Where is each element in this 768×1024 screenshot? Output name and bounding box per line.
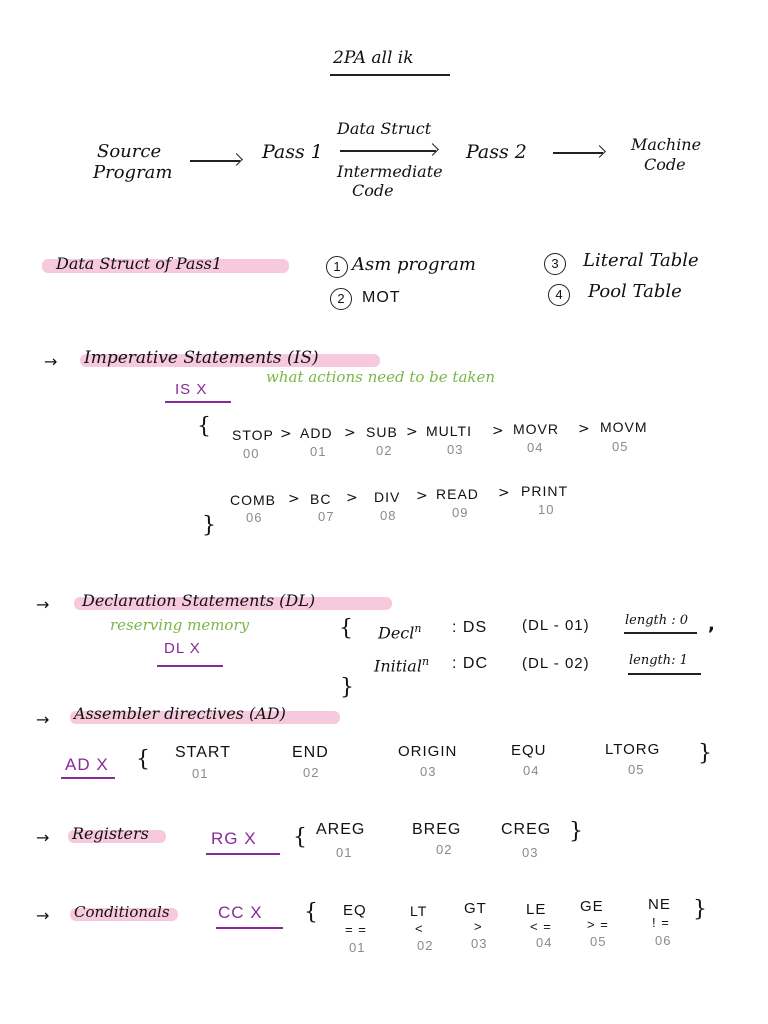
initial-code: (DL - 02) [522,655,590,672]
assembler-close-brace: } [698,741,712,766]
is-bc-code: 07 [318,509,335,524]
is-multi: MULTI [426,423,472,439]
ad-equ-code: 04 [523,763,540,778]
is-div: DIV [374,489,401,505]
rg-areg: AREG [316,821,366,838]
rg-areg-code: 01 [336,845,353,860]
is-stop: STOP [232,427,274,443]
ad-origin: ORIGIN [398,743,458,760]
ad-ltorg-code: 05 [628,762,645,777]
is-sep-9: > [498,485,510,501]
initial-label: Initial$^n$ [374,655,430,676]
is-comb: COMB [230,492,276,508]
is-sep-4: > [492,423,504,439]
is-sub-code: 02 [376,443,393,458]
ad-start: START [175,744,231,761]
is-read-code: 09 [452,505,469,520]
decl-superscript: n [414,622,422,635]
cc-eq: EQ [343,902,367,919]
flow-intermediate-line1: Intermediate [337,162,443,181]
assembler-bullet-arrow: → [36,710,50,729]
ad-end: END [292,744,329,761]
is-tag-underline [165,401,231,403]
cc-ge-symbol: > = [587,917,609,932]
cc-lt-symbol: < [415,921,424,936]
imperative-heading: Imperative Statements (IS) [84,348,319,368]
cc-eq-code: 01 [349,940,366,955]
is-comb-code: 06 [246,510,263,525]
ad-equ: EQU [511,742,547,759]
initial-superscript: n [421,655,430,668]
imperative-open-brace: { [197,414,211,439]
declaration-bullet-arrow: → [36,595,50,614]
decl-length-underline [624,632,697,634]
decl-label: Decl$^n$ [378,622,422,643]
flow-source-line1: Source [97,141,162,162]
is-movr: MOVR [513,421,559,437]
is-tag: IS X [175,381,208,398]
is-sep-5: > [578,421,590,437]
is-sep-3: > [406,424,418,440]
assembler-heading: Assembler directives (AD) [74,704,286,723]
decl-code: (DL - 01) [522,617,590,634]
flow-arrow-3 [553,152,603,154]
assembler-open-brace: { [136,747,150,772]
imperative-bullet-arrow: → [44,352,58,371]
flow-machine-line1: Machine [631,135,702,154]
cc-le-symbol: < = [530,919,552,934]
initial-length-underline [628,673,701,675]
item-number-1: 1 [326,256,348,278]
is-add-code: 01 [310,444,327,459]
is-print-code: 10 [538,502,555,517]
dl-tag: DL X [164,640,201,657]
is-print: PRINT [521,483,568,499]
is-div-code: 08 [380,508,397,523]
flow-machine-line2: Code [644,155,686,174]
cc-ne-symbol: ! = [652,915,670,930]
cc-gt-code: 03 [471,936,488,951]
cc-gt-symbol: > [474,919,483,934]
cc-eq-symbol: = = [345,922,367,937]
cc-tag-underline [216,927,283,929]
cc-le: LE [526,901,547,918]
cc-ne-code: 06 [655,933,672,948]
mot-label: MOT [362,289,401,306]
is-add: ADD [300,425,333,441]
registers-open-brace: { [293,825,307,850]
decl-length: length : 0 [625,613,689,628]
rg-creg: CREG [501,821,552,838]
cc-le-code: 04 [536,935,553,950]
rg-creg-code: 03 [522,845,539,860]
item-number-3: 3 [544,253,566,275]
data-struct-heading: Data Struct of Pass1 [56,254,223,273]
flow-data-struct: Data Struct [337,119,432,138]
ad-ltorg: LTORG [605,741,661,758]
flow-pass2: Pass 2 [466,141,527,163]
decl-op: : DS [452,619,488,636]
imperative-note: what actions need to be taken [266,368,496,386]
conditionals-bullet-arrow: → [36,906,50,925]
registers-close-brace: } [569,819,583,844]
is-movm-code: 05 [612,439,629,454]
registers-bullet-arrow: → [36,828,50,847]
flow-arrow-2 [340,150,436,152]
is-sep-6: > [288,491,300,507]
declaration-close-brace: } [340,675,354,700]
cc-tag: CC X [218,903,263,922]
is-multi-code: 03 [447,442,464,457]
flow-source-line2: Program [93,162,173,183]
cc-ne: NE [648,896,671,913]
is-stop-code: 00 [243,446,260,461]
cc-lt: LT [410,903,428,919]
page-title: 2PA all ik [333,48,414,68]
is-movr-code: 04 [527,440,544,455]
flow-intermediate-line2: Code [352,181,394,200]
rg-breg-code: 02 [436,842,453,857]
declaration-open-brace: { [339,616,353,641]
ad-end-code: 02 [303,765,320,780]
is-sep-7: > [346,490,358,506]
declaration-heading: Declaration Statements (DL) [82,591,316,610]
is-sep-1: > [280,426,292,442]
rg-tag: RG X [211,829,257,848]
conditionals-close-brace: } [693,897,707,922]
flow-arrow-1 [190,160,240,162]
cc-lt-code: 02 [417,938,434,953]
ad-start-code: 01 [192,766,209,781]
registers-heading: Registers [72,824,149,843]
cc-ge-code: 05 [590,934,607,949]
ad-tag-underline [61,777,115,779]
ad-tag: AD X [65,755,109,774]
decl-trailing-comma: , [708,614,715,635]
initial-length: length: 1 [629,653,688,668]
asm-program-label: Asm program [352,254,476,275]
flow-pass1: Pass 1 [262,141,323,163]
item-number-2: 2 [330,288,352,310]
dl-tag-underline [157,665,223,667]
imperative-close-brace: } [202,513,216,538]
conditionals-open-brace: { [304,900,318,925]
conditionals-heading: Conditionals [74,903,170,921]
is-sep-2: > [344,425,356,441]
rg-tag-underline [206,853,280,855]
is-movm: MOVM [600,419,648,435]
is-sep-8: > [416,488,428,504]
title-underline [330,74,450,76]
literal-table-label: Literal Table [583,250,699,271]
cc-gt: GT [464,900,487,917]
initial-op: : DC [452,655,488,672]
cc-ge: GE [580,898,604,915]
declaration-note: reserving memory [110,616,250,634]
is-sub: SUB [366,424,398,440]
item-number-4: 4 [548,284,570,306]
ad-origin-code: 03 [420,764,437,779]
is-read: READ [436,486,479,502]
pool-table-label: Pool Table [588,281,682,302]
is-bc: BC [310,491,332,507]
rg-breg: BREG [412,821,462,838]
